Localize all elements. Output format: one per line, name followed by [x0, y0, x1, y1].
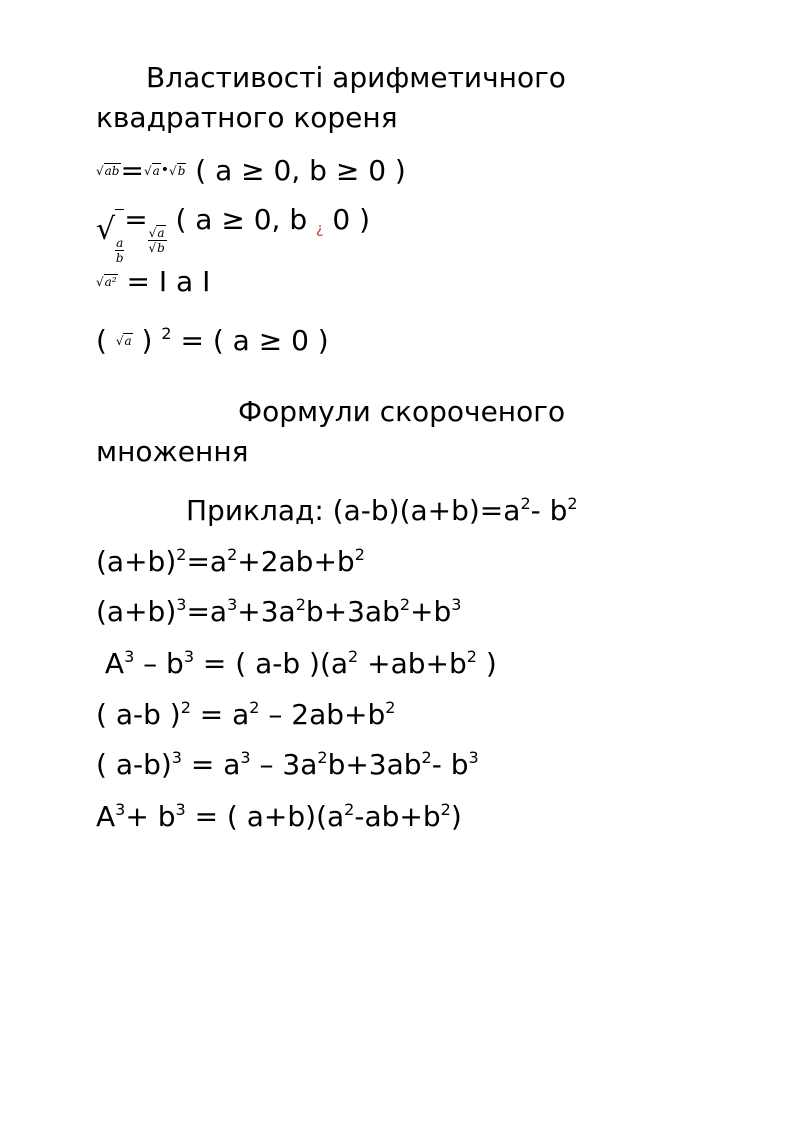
root-rule-product	[96, 150, 406, 191]
formula-text: – 3a	[250, 748, 318, 781]
condition: = ( a ≥ 0 )	[171, 324, 329, 357]
formula-text: b+3ab	[305, 595, 400, 628]
condition: ( a ≥ 0, b ≥ 0 )	[195, 154, 406, 187]
formula-text: = a	[181, 748, 241, 781]
exponent: 2	[385, 698, 396, 717]
paren-open: (	[96, 324, 116, 357]
exponent: 2	[161, 324, 172, 343]
formula-text: (a+b)	[96, 595, 177, 628]
sqrt-fraction: √ $\frac{a}{b}$	[96, 209, 124, 265]
exponent: 3	[240, 748, 251, 767]
exponent: 2	[466, 647, 477, 666]
equals-sign: =	[124, 203, 148, 236]
exponent: 2	[399, 595, 411, 614]
formula-line	[96, 637, 497, 684]
equals-sign: =	[120, 154, 144, 187]
exponent: 2	[520, 494, 531, 513]
formula-line	[96, 585, 461, 632]
exponent: 2	[348, 647, 359, 666]
exponent: 3	[183, 647, 195, 666]
exponent: 3	[468, 748, 479, 767]
formula-text: +b	[410, 595, 452, 628]
sqrt-a-squared: √a²	[96, 275, 117, 289]
section-title-formulas-line2: множення	[96, 435, 249, 468]
formula-text: +3a	[237, 595, 296, 628]
formula-text: ( a-b )	[96, 698, 181, 731]
formula-text: +ab+b	[358, 647, 467, 680]
formula-text: +2ab+b	[237, 545, 355, 578]
sqrt-b: √b	[169, 164, 186, 178]
formula-text: A	[96, 647, 125, 680]
exponent: 2	[249, 698, 260, 717]
example-mid: - b	[530, 494, 568, 527]
formula-text: A	[96, 800, 116, 833]
exponent: 2	[567, 494, 578, 513]
exponent: 3	[451, 595, 462, 614]
example-label: Приклад: (a-b)(a+b)=a	[186, 494, 521, 527]
abs-value: = I a I	[126, 265, 211, 298]
exponent: 3	[115, 800, 126, 819]
formula-text: = ( a+b)(a	[185, 800, 345, 833]
exponent: 2	[354, 545, 365, 564]
formula-text: )	[476, 647, 497, 680]
exponent: 3	[175, 800, 186, 819]
multiply-dot: •	[160, 162, 170, 178]
exponent: 2	[317, 748, 328, 767]
condition-end: 0 )	[323, 203, 370, 236]
condition-glyph: ¿	[316, 221, 324, 237]
section-title-formulas-line1: Формули скороченого	[238, 395, 566, 428]
exponent: 2	[344, 800, 355, 819]
paren-close: )	[132, 324, 162, 357]
section-title-roots-line2: квадратного кореня	[96, 101, 398, 134]
fraction-of-roots: $\frac{√a}{√b}$	[148, 226, 165, 255]
formula-text: - b	[431, 748, 469, 781]
root-rule-quotient	[96, 200, 370, 265]
exponent: 2	[440, 800, 451, 819]
formula-line	[96, 535, 365, 582]
formula-text: = a	[190, 698, 250, 731]
formula-text: )	[450, 800, 462, 833]
exponent: 2	[295, 595, 306, 614]
section-title-roots-line1: Властивості арифметичного	[146, 61, 566, 94]
exponent: 2	[176, 545, 187, 564]
exponent: 3	[176, 595, 187, 614]
exponent: 2	[421, 748, 432, 767]
example-line	[186, 484, 578, 531]
formula-text: = ( a-b )(a	[194, 647, 349, 680]
sqrt-ab: √ab	[96, 164, 120, 178]
formula-line	[96, 688, 395, 735]
formula-text: (a+b)	[96, 545, 177, 578]
exponent: 2	[227, 545, 238, 564]
root-rule-abs	[96, 262, 210, 302]
exponent: 3	[227, 595, 238, 614]
exponent: 3	[171, 748, 182, 767]
sqrt-a: √a	[115, 334, 132, 348]
formula-text: =a	[186, 595, 228, 628]
formula-text: ( a-b)	[96, 748, 172, 781]
formula-text: b+3ab	[327, 748, 422, 781]
exponent: 2	[180, 698, 191, 717]
formula-line	[96, 790, 462, 837]
formula-text: =a	[186, 545, 228, 578]
formula-line	[96, 738, 479, 785]
formula-text: – 2ab+b	[259, 698, 386, 731]
sqrt-a: √a	[143, 164, 160, 178]
formula-text: – b	[134, 647, 184, 680]
exponent: 3	[124, 647, 135, 666]
condition-start: ( a ≥ 0, b	[175, 203, 317, 236]
root-rule-square	[96, 314, 329, 361]
formula-text: + b	[125, 800, 176, 833]
formula-text: -ab+b	[354, 800, 441, 833]
